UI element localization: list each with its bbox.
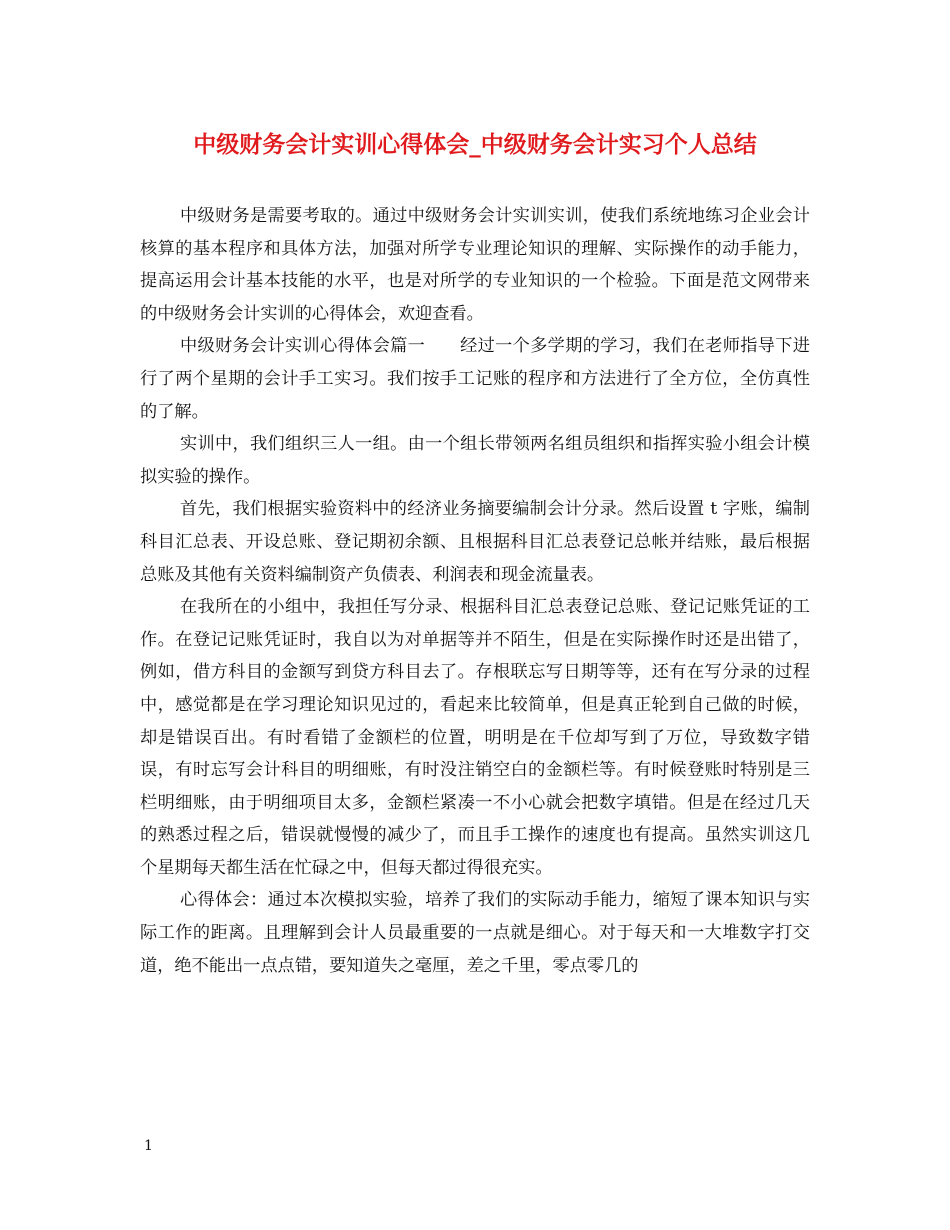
paragraph-part-one: 中级财务会计实训心得体会篇一 经过一个多学期的学习，我们在老师指导下进行了两个星期的会计手工实习。我们按手工记账的程序和方法进行了全方位，全仿真性的了解。 <box>140 336 810 422</box>
paragraph-my-role: 在我所在的小组中，我担任写分录、根据科目汇总表登记总账、登记记账凭证的工作。在登记记账凭证时，我自以为对单据等并不陌生，但是在实际操作时还是出错了，例如，借方科目的金额写到贷方科目去了。存根联忘写日期等等，还有在写分录的过程中，感觉都是在学习理论知识见过的，看起来比较简单，但是真正轮到自己做的时候，却是错误百出。有时看错了金额栏的位置，明明是在千位却写到了万位，导致数字错误，有时忘写会计科目的明细账，有时没注销空白的金额栏等。有时候登账时特别是三栏明细账，由于明细项目太多，金额栏紧凑一不小心就会把数字填错。但是在经过几天的熟悉过程之后，错误就慢慢的减少了，而且手工操作的速度也有提高。虽然实训这几个星期每天都生活在忙碌之中，但每天都过得很充实。 <box>140 597 810 878</box>
document-body <box>140 200 810 982</box>
paragraph-reflection: 心得体会：通过本次模拟实验，培养了我们的实际动手能力，缩短了课本知识与实际工作的距离。且理解到会计人员最重要的一点就是细心。对于每天和一大堆数字打交道，绝不能出一点点错，要知道失之毫厘，差之千里，零点零几的 <box>140 890 810 976</box>
paragraph-procedure: 首先，我们根据实验资料中的经济业务摘要编制会计分录。然后设置 t 字账，编制科目汇总表、开设总账、登记期初余额、且根据科目汇总表登记总帐并结账，最后根据总账及其他有关资料编制资产负债表、利润表和现金流量表。 <box>140 499 810 585</box>
paragraph-training-groups: 实训中，我们组织三人一组。由一个组长带领两名组员组织和指挥实验小组会计模拟实验的操作。 <box>140 434 810 487</box>
document-title: 中级财务会计实训心得体会_中级财务会计实习个人总结 <box>193 132 757 158</box>
paragraph-intro: 中级财务是需要考取的。通过中级财务会计实训实训，使我们系统地练习企业会计核算的基本程序和具体方法，加强对所学专业理论知识的理解、实际操作的动手能力，提高运用会计基本技能的水平，也是对所学的专业知识的一个检验。下面是范文网带来的中级财务会计实训的心得体会，欢迎查看。 <box>140 206 810 324</box>
page-number: 1 <box>144 1138 153 1154</box>
